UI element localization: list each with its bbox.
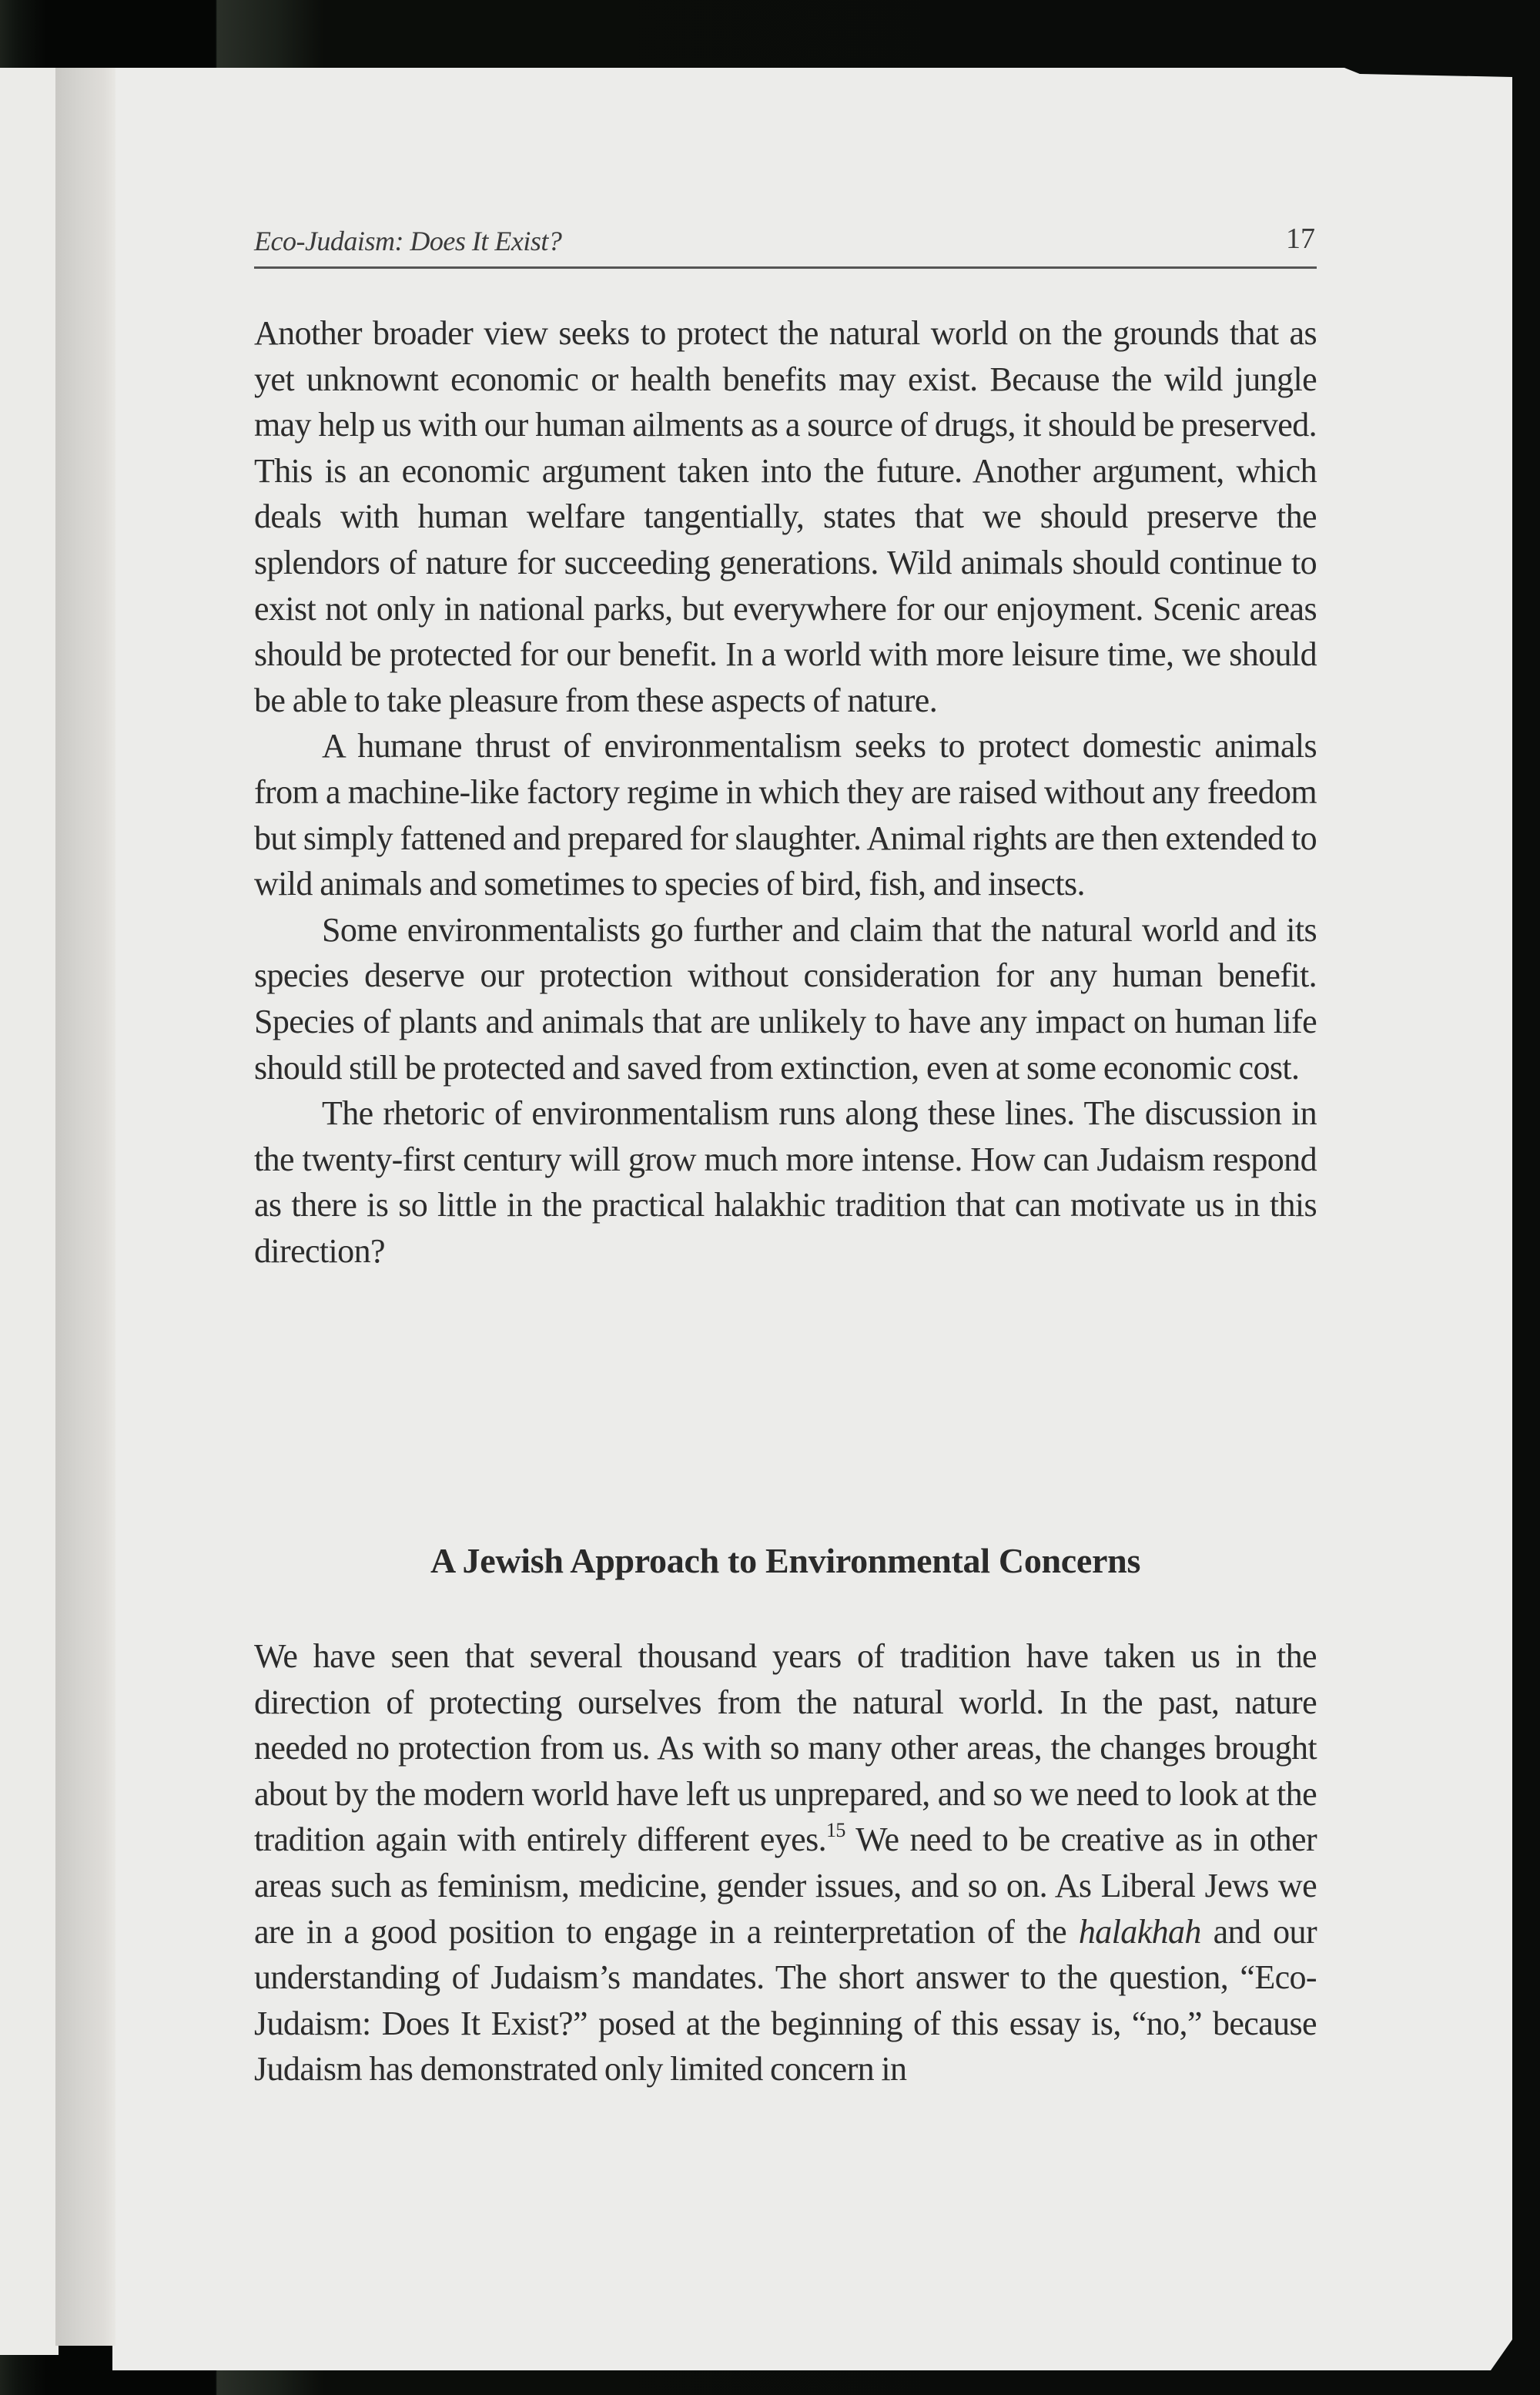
paragraph: Another broader view seeks to protect the natural world on the grounds that as yet unknownt economic or health benefits may exist. Because the wild jungle may help us with our human ailments as a source of drugs, it should be preserved. This is an economic argument taken into the future. Another argument, which deals with human welfare tangentially, states that we should preserve the splendors of nature for succeeding generations. Wild animals should continue to exist not only in national parks, but everywhere for our enjoyment. Scenic areas should be protected for our benefit. In a world with more leisure time, we should be able to take pleasure from these aspects of nature. [254,314,1317,719]
footnote-reference[interactable]: 15 [826,1819,845,1842]
paragraph: A humane thrust of environmentalism seeks to protect domestic animals from a machine-like factory regime in which they are raised without any freedom but simply fattened and prepared for slaughter. Animal rights are then extended to wild animals and sometimes to species of bird, fish, and insects. [254,727,1317,903]
paragraph-text: We need to be creative as in other areas such as feminism, medicine, gender issues, and so on. As Liberal Jews we are in a good position to engage in a reinterpretation of the [254,1821,1317,1951]
paragraph [254,1633,1317,2092]
running-head-title: Eco-Judaism: Does It Exist? [254,226,562,256]
page-number: 17 [1286,223,1315,255]
paragraph: Some environmentalists go further and claim that the natural world and its species deserve our protection without consideration for any human benefit. Species of plants and animals that are unlikely to have any impact on human life should still be protected and saved from extinction, even at some economic cost. [254,910,1317,1087]
running-head [254,225,1317,269]
spine-shadow [55,68,116,2346]
italic-term: halakhah [1078,1912,1201,1951]
section-1-body [254,310,1317,1274]
facing-page-edge [0,68,59,2355]
section-2-body [254,1633,1317,2092]
paragraph: The rhetoric of environmentalism runs along these lines. The discussion in the twenty-first century will grow much more intense. How can Judaism respond as there is so little in the practical halakhic tradition that can motivate us in this direction? [254,1094,1317,1270]
section-heading: A Jewish Approach to Environmental Concerns [430,1541,1141,1580]
paragraph-text: We have seen that several thousand years of tradition have taken us in the direction of protecting ourselves from the natural world. In the past, nature needed no protection from us. As with so many other areas, the changes brought about by the modern world have left us unprepared, and so we need to look at the tradition again with entirely different eyes. [254,1637,1317,1859]
paragraph-text: and our understanding of Judaism’s mandates. The short answer to the question, “Eco-Judaism: Does It Exist?” posed at the beginning of this essay is, “no,” because Judaism has demonstrated only limited concern in [254,1912,1317,2089]
